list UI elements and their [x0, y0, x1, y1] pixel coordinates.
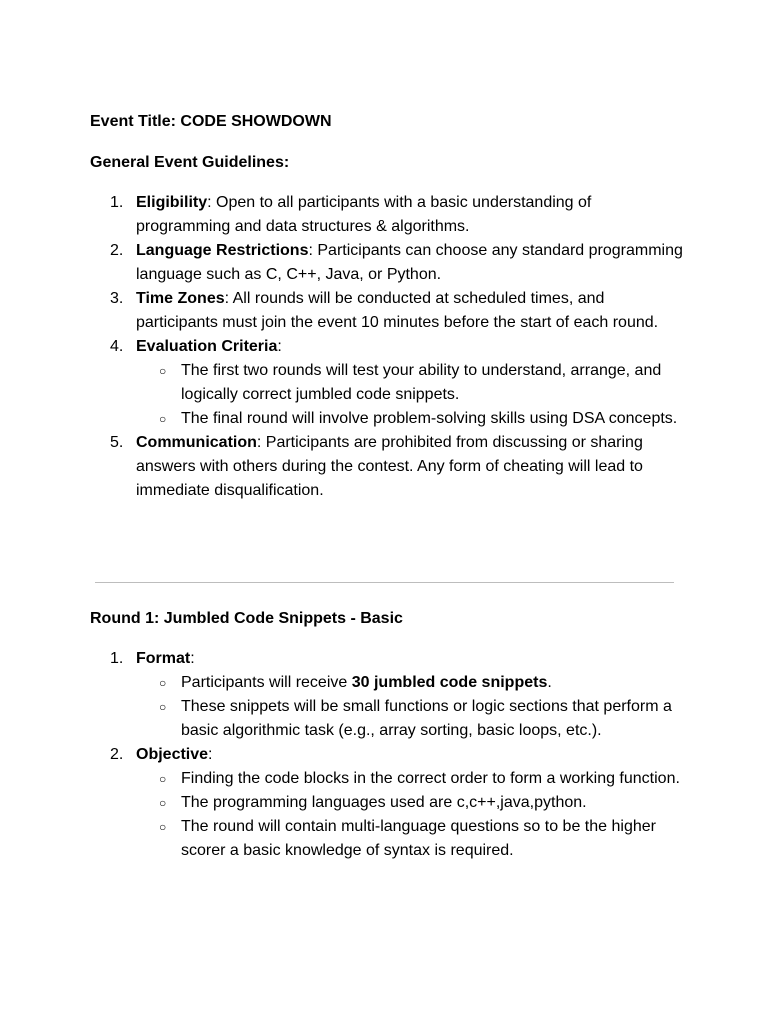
round1-term: Format: [136, 650, 191, 667]
round1-list: [90, 647, 690, 863]
horizontal-divider: [95, 582, 674, 583]
sub-bullet-item: [136, 815, 690, 863]
list-number: 2.: [110, 746, 124, 763]
round1-term: Objective: [136, 746, 209, 763]
guideline-item: [90, 287, 690, 335]
hollow-bullet-icon: ○: [159, 364, 167, 378]
guideline-text: : Open to all participants with a basic understanding of programming and data structures & algorithms.: [136, 194, 592, 235]
guideline-term: Time Zones: [136, 290, 225, 307]
guideline-item: [90, 431, 690, 503]
sub-bullet-item: [136, 359, 690, 407]
list-number: 5.: [110, 434, 124, 451]
guideline-text: :: [277, 338, 282, 355]
hollow-bullet-icon: ○: [159, 796, 167, 810]
list-number: 1.: [110, 650, 124, 667]
guideline-text: : All rounds will be conducted at scheduled times, and participants must join the event 10 minutes before the start of each round.: [136, 290, 659, 331]
event-title: Event Title: CODE SHOWDOWN: [90, 113, 332, 130]
bullet-text: Finding the code blocks in the correct order to form a working function.: [181, 770, 680, 787]
hollow-bullet-icon: ○: [159, 772, 167, 786]
guideline-item: [90, 191, 690, 239]
bullet-text: The final round will involve problem-solving skills using DSA concepts.: [181, 410, 678, 427]
guideline-item: [90, 335, 690, 431]
sub-bullet-list: [136, 767, 690, 863]
general-guidelines-heading: General Event Guidelines:: [90, 154, 290, 171]
bullet-text: The first two rounds will test your ability to understand, arrange, and logically correct jumbled code snippets.: [181, 362, 662, 403]
sub-bullet-list: [136, 359, 690, 431]
bullet-bold-text: 30 jumbled code snippets: [351, 674, 548, 691]
guidelines-list-container: [90, 191, 690, 503]
guideline-item: [90, 239, 690, 287]
sub-bullet-item: [136, 695, 690, 743]
sub-bullet-item: [136, 767, 690, 791]
hollow-bullet-icon: ○: [159, 676, 167, 690]
hollow-bullet-icon: ○: [159, 412, 167, 426]
guidelines-list: [90, 191, 690, 503]
list-number: 4.: [110, 338, 124, 355]
round1-list-container: [90, 647, 690, 863]
bullet-text: The programming languages used are c,c++,java,python.: [181, 794, 587, 811]
list-number: 2.: [110, 242, 124, 259]
sub-bullet-list: [136, 671, 690, 743]
round1-item: [90, 743, 690, 863]
hollow-bullet-icon: ○: [159, 820, 167, 834]
bullet-text: Participants will receive: [181, 674, 352, 691]
guideline-text: : Participants are prohibited from discussing or sharing answers with others during the contest. Any form of cheating will lead to immediate disqualification.: [136, 434, 643, 499]
list-number: 1.: [110, 194, 124, 211]
round1-text: :: [208, 746, 213, 763]
guideline-term: Language Restrictions: [136, 242, 309, 259]
guideline-text: : Participants can choose any standard programming language such as C, C++, Java, or Python.: [136, 242, 683, 283]
round1-text: :: [190, 650, 195, 667]
round1-item: [90, 647, 690, 743]
bullet-text: These snippets will be small functions or logic sections that perform a basic algorithmic task (e.g., array sorting, basic loops, etc.).: [181, 698, 672, 739]
sub-bullet-item: [136, 671, 690, 695]
hollow-bullet-icon: ○: [159, 700, 167, 714]
round1-heading: Round 1: Jumbled Code Snippets - Basic: [90, 610, 403, 627]
guideline-term: Eligibility: [136, 194, 208, 211]
bullet-text: The round will contain multi-language questions so to be the higher scorer a basic knowledge of syntax is required.: [181, 818, 656, 859]
bullet-text-tail: .: [547, 674, 552, 691]
guideline-term: Communication: [136, 434, 257, 451]
guideline-term: Evaluation Criteria: [136, 338, 278, 355]
sub-bullet-item: [136, 407, 690, 431]
sub-bullet-item: [136, 791, 690, 815]
list-number: 3.: [110, 290, 124, 307]
